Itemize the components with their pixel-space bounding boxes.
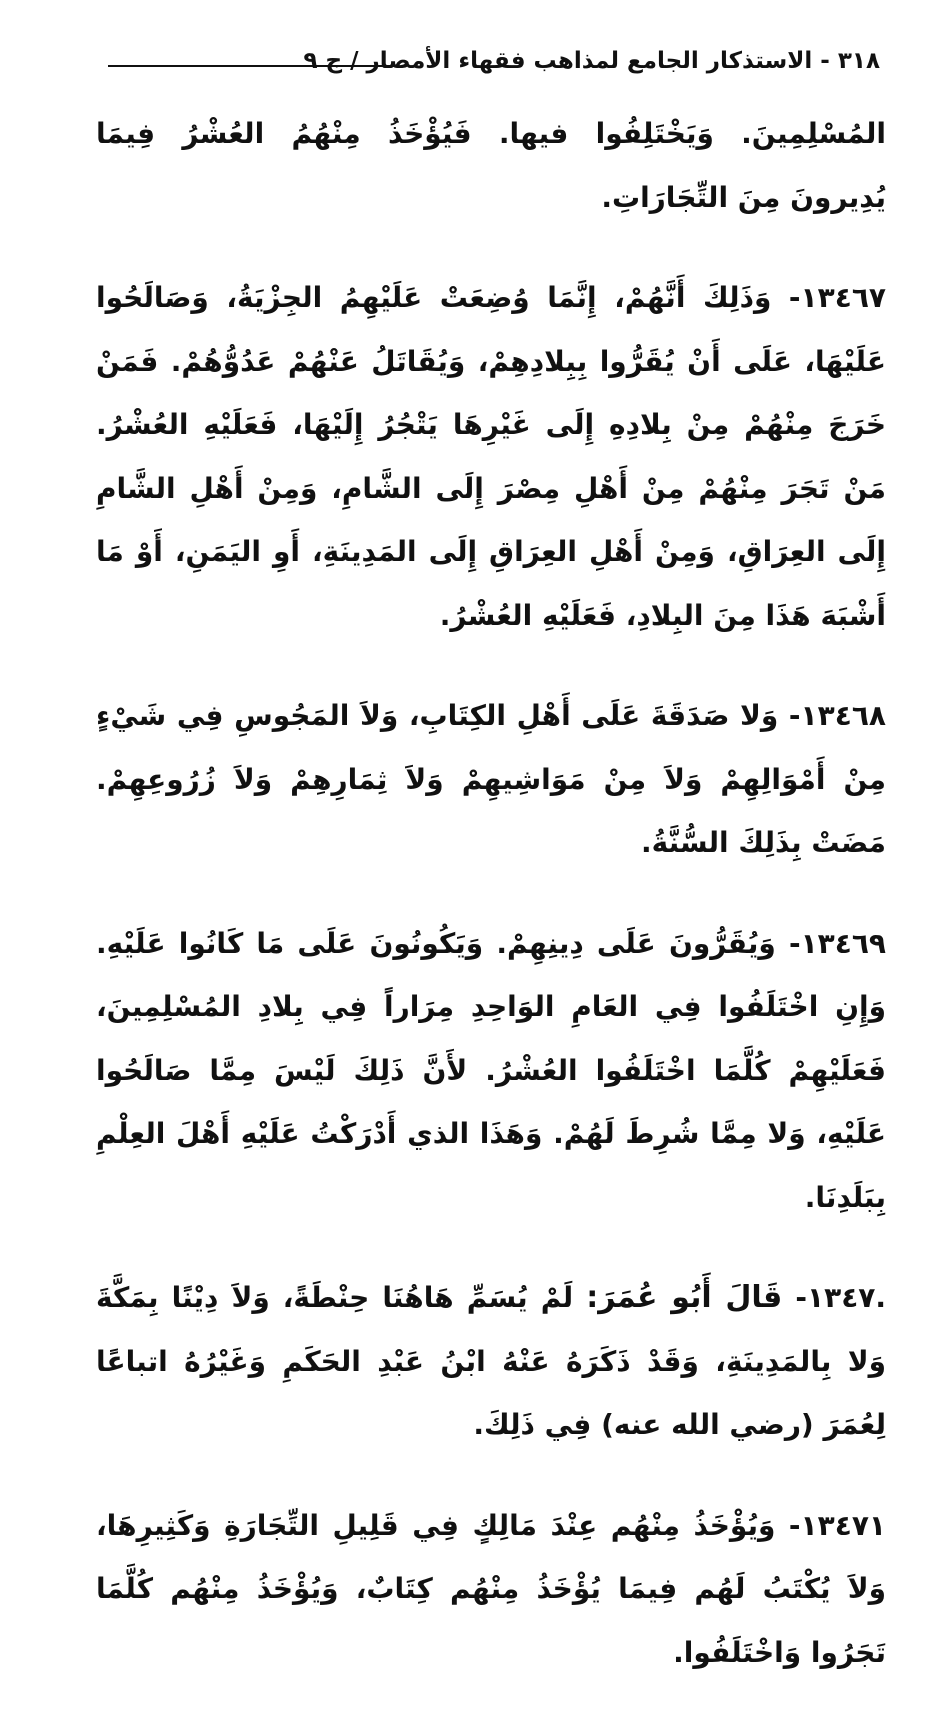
running-header: ٣١٨ - الاستذكار الجامع لمذاهب فقهاء الأمصار / ج ٩	[303, 48, 880, 74]
paragraph-text: وَذَلِكَ أَنَّهُمْ، إِنَّمَا وُضِعَتْ عَلَيْهِمُ الجِزْيَةُ، وَصَالَحُوا عَلَيْهَا، عَلَى أَنْ يُقَرُّوا بِبِلادِهِمْ، وَيُقَاتَلُ عَنْهُمْ عَدُوُّهُمْ. فَمَنْ خَرَجَ مِنْهُمْ مِنْ بِلادِهِ إِلَى غَيْرِهَا يَتْجُرُ إِلَيْهَا، فَعَلَيْهِ العُشْرُ. مَنْ تَجَرَ مِنْهُمْ مِنْ أَهْلِ مِصْرَ إِلَى الشَّامِ، وَمِنْ أَهْلِ الشَّامِ إِلَى العِرَاقِ، وَمِنْ أَهْلِ العِرَاقِ إِلَى المَدِينَةِ، أَوِ اليَمَنِ، أَوْ مَا أَشْبَهَ هَذَا مِنَ البِلادِ، فَعَلَيْهِ العُشْرُ.	[96, 281, 886, 632]
page-body	[96, 102, 886, 1721]
paragraph-number: ١٣٤٦٩-	[788, 926, 887, 960]
paragraph-text: لَمْ يُسَمِّ هَاهُنَا حِنْطَةً، وَلاَ دِيْنًا بِمَكَّةَ وَلا بِالمَدِينَةِ، وَقَدْ ذَكَرَهُ عَنْهُ ابْنُ عَبْدِ الحَكَمِ وَغَيْرُهُ اتباعًا لِعُمَرَ (رضي الله عنه) فِي ذَلِكَ.	[96, 1281, 886, 1441]
paragraph-13469	[96, 912, 886, 1230]
paragraph-number: ١٣٤٧١-	[788, 1508, 886, 1542]
paragraph-13468	[96, 684, 886, 875]
paragraph-text: وَيُؤْخَذُ مِنْهُم عِنْدَ مَالِكٍ فِي قَلِيلِ التِّجَارَةِ وَكَثِيرِهَا، وَلاَ يُكْتَبُ لَهُم فِيمَا يُؤْخَذُ مِنْهُم كِتَابٌ، وَيُؤْخَذُ مِنْهُم كُلَّمَا تَجَرُوا وَاخْتَلَفُوا.	[96, 1508, 886, 1669]
paragraph-continuation	[96, 102, 886, 229]
paragraph-text: المُسْلِمِينَ. وَيَخْتَلِفُوا فيها. فَيُؤْخَذُ مِنْهُمُ العُشْرُ فِيمَا يُدِيرونَ مِنَ التِّجَارَاتِ.	[96, 117, 886, 214]
paragraph-13467	[96, 266, 886, 647]
page-header	[100, 46, 880, 86]
paragraph-13470	[96, 1266, 886, 1457]
paragraph-13471	[96, 1494, 886, 1685]
paragraph-speaker: قَالَ أَبُو عُمَرَ:	[586, 1280, 783, 1315]
paragraph-text: وَيُقَرُّونَ عَلَى دِينِهِمْ. وَيَكُونُونَ عَلَى مَا كَانُوا عَلَيْهِ. وَإِنِ اخْتَلَفُوا فِي العَامِ الوَاحِدِ مِرَاراً فِي بِلادِ المُسْلِمِينَ، فَعَلَيْهِمْ كُلَّمَا اخْتَلَفُوا العُشْرُ. لأَنَّ ذَلِكَ لَيْسَ مِمَّا صَالَحُوا عَلَيْهِ، وَلا مِمَّا شُرِطَ لَهُمْ. وَهَذَا الذي أَدْرَكْتُ عَلَيْهِ أَهْلَ العِلْمِ بِبَلَدِنَا.	[96, 926, 886, 1214]
paragraph-number: ١٣٤٦٧-	[788, 281, 886, 314]
paragraph-number: ١٣٤٦٨-	[788, 699, 886, 732]
header-rule	[108, 65, 398, 67]
paragraph-number: .١٣٤٧-	[795, 1281, 887, 1314]
paragraph-text: وَلا صَدَقَةَ عَلَى أَهْلِ الكِتَابِ، وَلاَ المَجُوسِ فِي شَيْءٍ مِنْ أَمْوَالِهِمْ وَلاَ مِنْ مَوَاشِيهِمْ وَلاَ ثِمَارِهِمْ وَلاَ زُرُوعِهِمْ. مَضَتْ بِذَلِكَ السُّنَّةُ.	[96, 699, 886, 859]
